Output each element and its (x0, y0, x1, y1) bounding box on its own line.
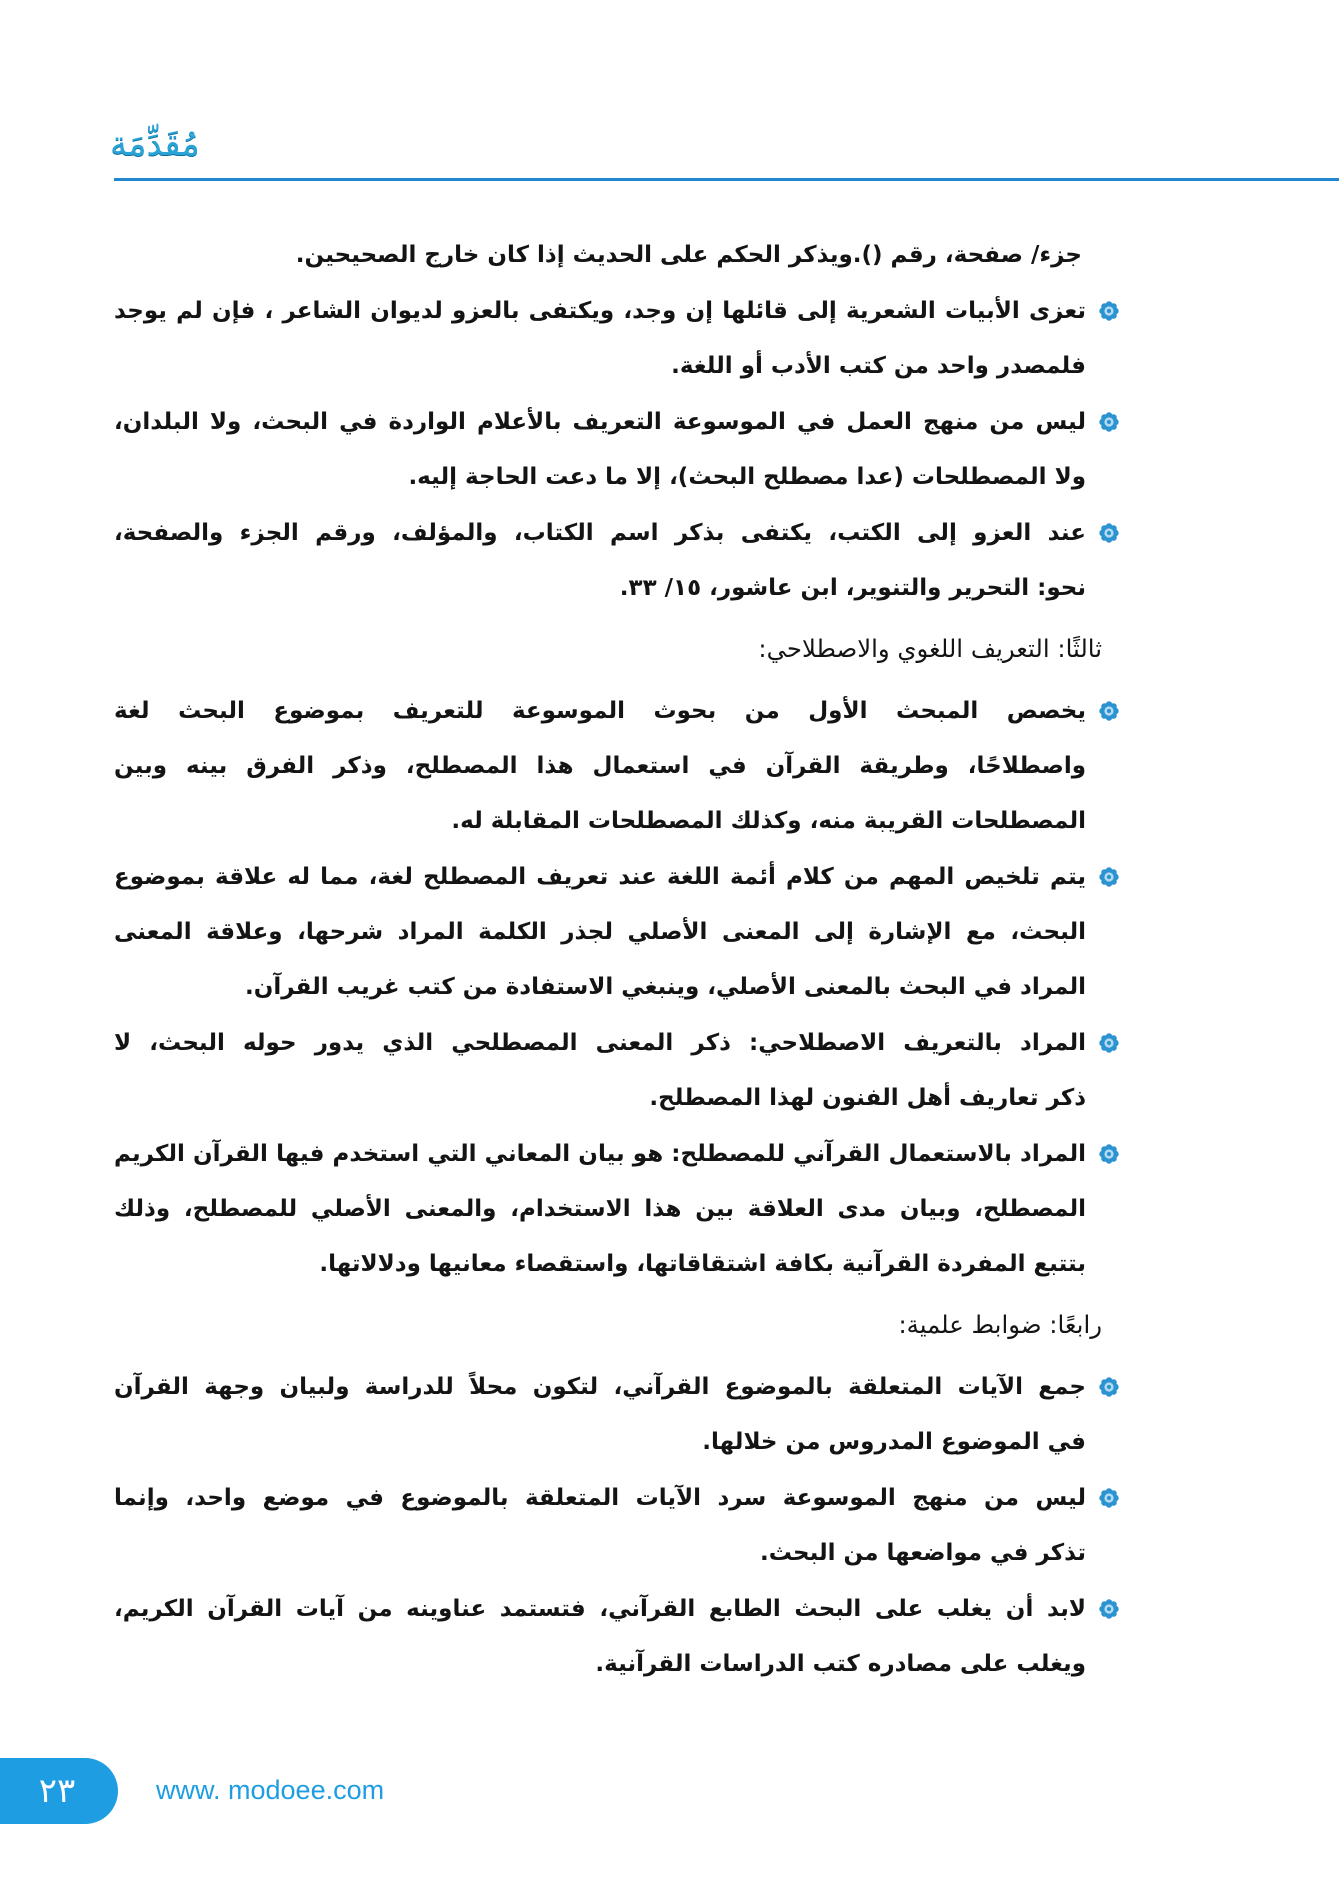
bullet-line: المراد في البحث بالمعنى الأصلي، وينبغي الاستفادة من كتب غريب القرآن. (244, 974, 1086, 1000)
bullet-item (114, 1016, 1122, 1126)
bullet-item (114, 1127, 1122, 1292)
bullet-line: ولا المصطلحات (عدا مصطلح البحث)، إلا ما دعت الحاجة إليه. (408, 464, 1086, 490)
bullet-line: المراد بالتعريف الاصطلاحي: ذكر المعنى المصطلحي الذي يدور حوله البحث، لا (114, 1030, 1086, 1056)
bullet-line: ويغلب على مصادره كتب الدراسات القرآنية. (595, 1651, 1086, 1677)
bullet-item (114, 850, 1122, 1015)
website-url: www. modoee.com (156, 1775, 385, 1805)
page-number-badge (0, 1758, 118, 1824)
bullet-item (114, 506, 1122, 616)
bullet-line: لابد أن يغلب على البحث الطابع القرآني، فتستمد عناوينه من آيات القرآن الكريم، (114, 1596, 1086, 1622)
bullet-line: نحو: التحرير والتنوير، ابن عاشور، ١٥/ ٣٣. (619, 575, 1086, 601)
bullet-line: يخصص المبحث الأول من بحوث الموسوعة للتعريف بموضوع البحث لغة (114, 698, 1086, 724)
bullet-line: ليس من منهج العمل في الموسوعة التعريف بالأعلام الواردة في البحث، ولا البلدان، (114, 409, 1086, 435)
flower-bullet-icon (1098, 300, 1120, 322)
bullet-line: جمع الآيات المتعلقة بالموضوع القرآني، لتكون محلاً للدراسة ولبيان وجهة القرآن (114, 1374, 1086, 1400)
bullet-line: ليس من منهج الموسوعة سرد الآيات المتعلقة بالموضوع في موضع واحد، وإنما (114, 1485, 1086, 1511)
page-number: ٢٣ (38, 1771, 76, 1811)
flower-bullet-icon (1098, 411, 1120, 433)
bullet-line: فلمصدر واحد من كتب الأدب أو اللغة. (671, 353, 1086, 379)
continuation-paragraph (114, 228, 1122, 283)
bullet-line: البحث، مع الإشارة إلى المعنى الأصلي لجذر الكلمة المراد شرحها، وعلاقة المعنى (114, 919, 1086, 945)
bullet-line: تعزى الأبيات الشعرية إلى قائلها إن وجد، ويكتفى بالعزو لديوان الشاعر ، فإن لم يوجد (114, 298, 1086, 324)
page-body-text (114, 228, 1122, 1692)
flower-bullet-icon (1098, 1376, 1120, 1398)
flower-bullet-icon (1098, 1032, 1120, 1054)
flower-bullet-icon (1098, 1143, 1120, 1165)
bullet-line: المراد بالاستعمال القرآني للمصطلح: هو بيان المعاني التي استخدم فيها القرآن الكريم (114, 1141, 1086, 1167)
section-heading-text: رابعًا: ضوابط علمية: (898, 1310, 1102, 1339)
bullet-item (114, 1360, 1122, 1470)
header-rule (114, 178, 1339, 181)
paragraph-line: جزء/ صفحة، رقم ().ويذكر الحكم على الحديث إذا كان خارج الصحيحين. (295, 242, 1082, 268)
bullet-line: ذكر تعاريف أهل الفنون لهذا المصطلح. (649, 1085, 1086, 1111)
bullet-line: المصطلحات القريبة منه، وكذلك المصطلحات المقابلة له. (451, 808, 1086, 834)
bullet-line: المصطلح، وبيان مدى العلاقة بين هذا الاستخدام، والمعنى الأصلي للمصطلح، وذلك (114, 1196, 1086, 1222)
bullet-line: يتم تلخيص المهم من كلام أئمة اللغة عند تعريف المصطلح لغة، مما له علاقة بموضوع (114, 864, 1086, 890)
flower-bullet-icon (1098, 1598, 1120, 1620)
bullet-line: في الموضوع المدروس من خلالها. (702, 1429, 1086, 1455)
section-heading (114, 618, 1122, 680)
bullet-item (114, 395, 1122, 505)
section-heading (114, 1294, 1122, 1356)
section-heading-text: ثالثًا: التعريف اللغوي والاصطلاحي: (758, 634, 1102, 663)
flower-bullet-icon (1098, 1487, 1120, 1509)
header-section-title: مُقَدِّمَة (110, 124, 200, 164)
flower-bullet-icon (1098, 700, 1120, 722)
bullet-item (114, 284, 1122, 394)
flower-bullet-icon (1098, 866, 1120, 888)
bullet-item (114, 1471, 1122, 1581)
bullet-line: عند العزو إلى الكتب، يكتفى بذكر اسم الكتاب، والمؤلف، ورقم الجزء والصفحة، (114, 520, 1086, 546)
bullet-item (114, 684, 1122, 849)
bullet-line: واصطلاحًا، وطريقة القرآن في استعمال هذا المصطلح، وذكر الفرق بينه وبين (114, 753, 1086, 779)
bullet-line: تذكر في مواضعها من البحث. (759, 1540, 1086, 1566)
bullet-item (114, 1582, 1122, 1692)
flower-bullet-icon (1098, 522, 1120, 544)
bullet-line: بتتبع المفردة القرآنية بكافة اشتقاقاتها، واستقصاء معانيها ودلالاتها. (319, 1251, 1086, 1277)
